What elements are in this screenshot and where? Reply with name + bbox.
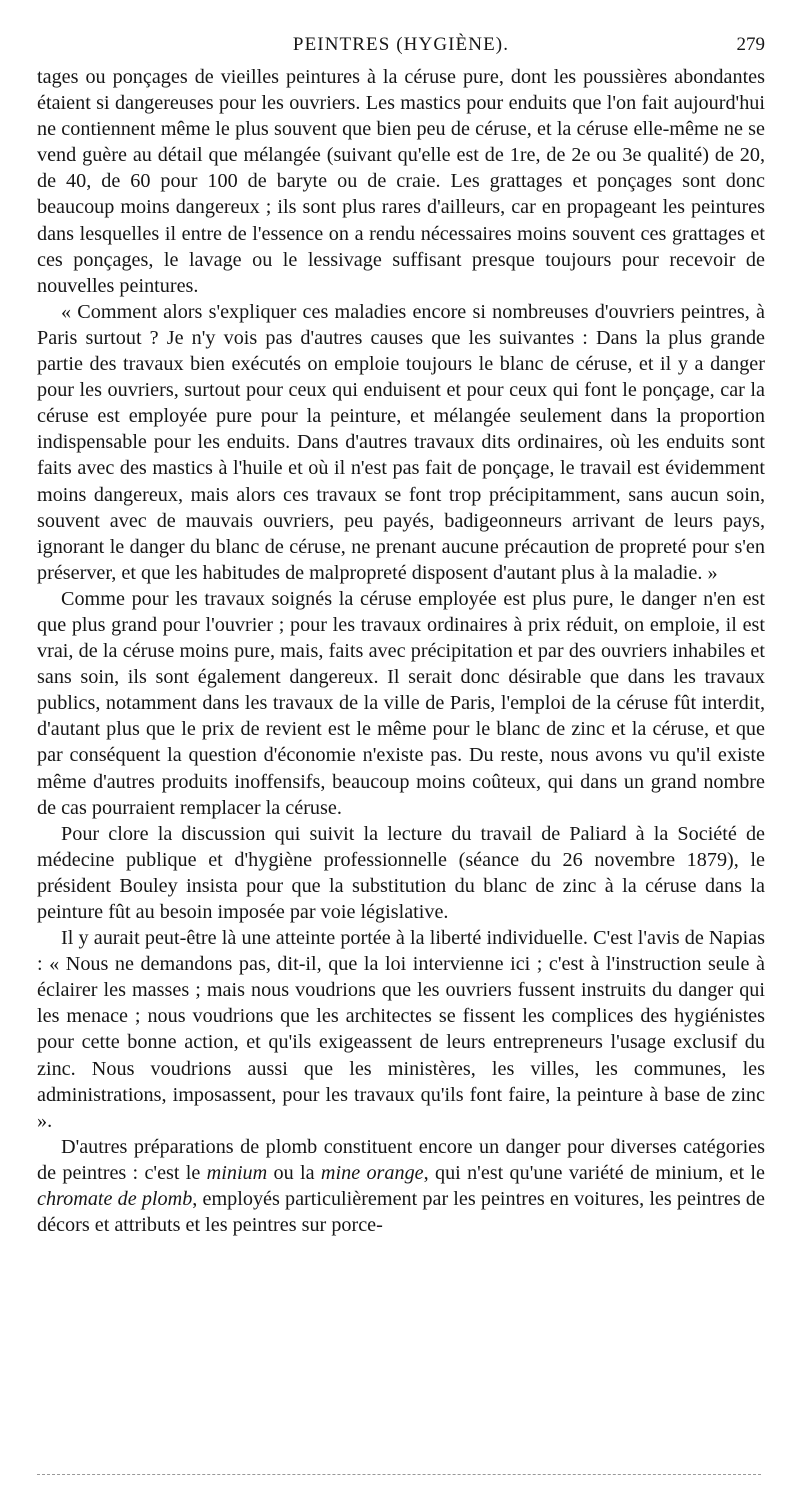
text-segment: , employés particulièrement par les peintres en voitures, les peintres de décors et attributs et les peintres sur porce- — [37, 1188, 765, 1237]
paragraph-quoted-report: « Comment alors s'expliquer ces maladies encore si nombreuses d'ouvriers peintres, à Paris surtout ? Je n'y vois pas d'autres causes que les suivantes : Dans la plus grande partie des travaux bien exécutés on emploie toujours le blanc de céruse, et il y a danger pour les ouvriers, surtout pour ceux qui enduisent et pour ceux qui font le ponçage, car la céruse est employée pure pour la peinture, et mélangée seulement dans la proportion indispensable pour les enduits. Dans d'autres travaux dits ordinaires, où les enduits sont faits avec des mastics à l'huile et où il n'est pas fait de ponçage, le travail est évidemment moins dangereux, mais alors ces travaux se font trop précipitamment, sans aucun soin, souvent avec de mauvais ouvriers, peu payés, badigeonneurs arrivant de leurs pays, ignorant le danger du blanc de céruse, ne prenant aucune précaution de propreté pour s'en préserver, et que les habitudes de malpropreté disposent d'autant plus à la maladie. » — [37, 300, 765, 584]
paragraph-lead-preparations — [37, 1134, 765, 1238]
page-number: 279 — [736, 34, 765, 55]
paragraph-bouley-discussion: Pour clore la discussion qui suivit la lecture du travail de Paliard à la Société de médecine publique et d'hygiène professionnelle (séance du 26 novembre 1879), le président Bouley insista pour que la substitution du blanc de zinc à la céruse dans la peinture fût au besoin imposée par voie législative. — [37, 822, 765, 923]
term-chromate-de-plomb: chromate de plomb — [37, 1188, 193, 1211]
term-minium: minium — [206, 1161, 268, 1184]
running-title: PEINTRES (HYGIÈNE). — [292, 34, 510, 55]
paragraph-ceruse-danger: Comme pour les travaux soignés la céruse employée est plus pure, le danger n'en est que plus grand pour l'ouvrier ; pour les travaux ordinaires à prix réduit, on emploie, il est vrai, de la céruse moins pure, mais, faits avec précipitation et par des ouvriers inhabiles et sans soin, ils sont également dangereux. Il serait donc désirable que dans les travaux publics, notamment dans les travaux de la ville de Paris, l'emploi de la céruse fût interdit, d'autant plus que le prix de revient est le même pour le blanc de zinc et la céruse, et que par conséquent la question d'économie n'existe pas. Du reste, nous avons vu qu'il existe même d'autres produits inoffensifs, beaucoup moins coûteux, qui dans un grand nombre de cas pourraient remplacer la céruse. — [37, 587, 765, 819]
text-segment: ou la — [267, 1161, 321, 1184]
running-header — [37, 31, 765, 59]
paragraph-continuation: tages ou ponçages de vieilles peintures à la céruse pure, dont les poussières abondantes étaient si dangereuses pour les ouvriers. Les mastics pour enduits que l'on fait aujourd'hui ne contiennent même le plus souvent que bien peu de céruse, et la céruse elle-même ne se vend guère au détail que mélangée (suivant qu'elle est de 1re, de 2e ou 3e qualité) de 20, de 40, de 60 pour 100 de baryte ou de craie. Les grattages et ponçages sont donc beaucoup moins dangereux ; ils sont plus rares d'ailleurs, car en propageant les peintures dans lesquelles il entre de l'essence on a rendu nécessaires moins souvent ces grattages et ces ponçages, le lavage ou le lessivage suffisant presque toujours pour recevoir de nouvelles peintures. — [37, 66, 765, 297]
text-segment: D'autres préparations de plomb constituent encore un danger pour diverses catégories de peintres : c'est le — [37, 1135, 765, 1184]
term-mine-orange: mine orange — [320, 1161, 424, 1184]
body-text — [37, 64, 765, 1238]
text-segment: , qui n'est qu'une variété de minium, et le — [423, 1161, 765, 1184]
paragraph-napias-opinion: Il y aurait peut-être là une atteinte portée à la liberté individuelle. C'est l'avis de Napias : « Nous ne demandons pas, dit-il, que la loi intervienne ici ; c'est à l'instruction seule à éclairer les masses ; mais nous voudrions que les ouvriers fussent instruits du danger qui les menace ; nous voudrions que les architectes se fissent les complices des hygiénistes pour cette bonne action, et qu'ils exigeassent de leurs entrepreneurs l'usage exclusif du zinc. Nous voudrions aussi que les ministères, les villes, les communes, les administrations, imposassent, pour les travaux qu'ils font faire, la peinture à base de zinc ». — [37, 927, 765, 1132]
footer-rule — [37, 1474, 761, 1475]
